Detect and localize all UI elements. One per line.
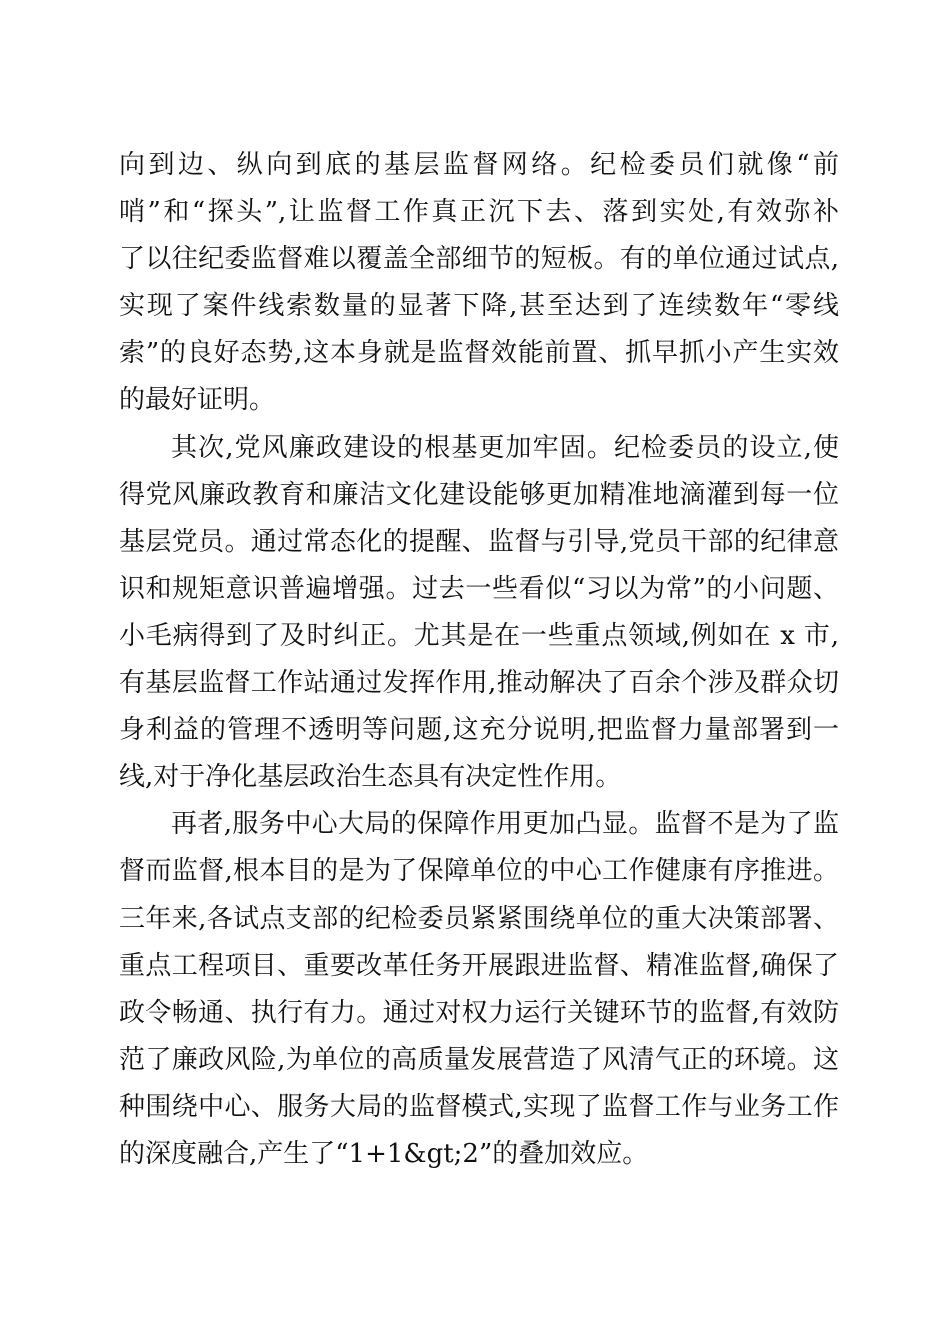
- body-text: [119, 142, 839, 1178]
- paragraph-first-line: 其次,党风廉政建设的根基更加牢固。纪检委员的设立,使: [171, 432, 839, 463]
- text-line: 哨”和“探头”,让监督工作真正沉下去、落到实处,有效弥补: [119, 197, 839, 228]
- text-line: 索”的良好态势,这本身就是监督效能前置、抓早抓小产生实效: [119, 338, 839, 369]
- text-line: 三年来,各试点支部的纪检委员紧紧围绕单位的重大决策部署、: [119, 903, 839, 934]
- text-line: 基层党员。通过常态化的提醒、监督与引导,党员干部的纪律意: [119, 526, 839, 557]
- text-line: 得党风廉政教育和廉洁文化建设能够更加精准地滴灌到每一位: [119, 479, 839, 510]
- text-line: 实现了案件线索数量的显著下降,甚至达到了连续数年“零线: [119, 291, 839, 322]
- text-line: 线,对于净化基层政治生态具有决定性作用。: [119, 762, 622, 793]
- text-line: 有基层监督工作站通过发挥作用,推动解决了百余个涉及群众切: [119, 668, 839, 699]
- text-line: 识和规矩意识普遍增强。过去一些看似“习以为常”的小问题、: [119, 573, 839, 604]
- text-line: 重点工程项目、重要改革任务开展跟进监督、精准监督,确保了: [119, 950, 839, 981]
- text-line: 的深度融合,产生了“1+1&gt;2”的叠加效应。: [119, 1138, 649, 1169]
- text-line: 的最好证明。: [119, 385, 276, 416]
- text-line: 范了廉政风险,为单位的高质量发展营造了风清气正的环境。这: [119, 1044, 839, 1075]
- paragraph-first-line: 再者,服务中心大局的保障作用更加凸显。监督不是为了监: [171, 809, 839, 840]
- text-line: 小毛病得到了及时纠正。尤其是在一些重点领域,例如在 x 市,: [119, 620, 839, 651]
- text-line: 向到边、纵向到底的基层监督网络。纪检委员们就像“前: [119, 150, 839, 180]
- text-line: 政令畅通、执行有力。通过对权力运行关键环节的监督,有效防: [119, 997, 839, 1028]
- text-line: 督而监督,根本目的是为了保障单位的中心工作健康有序推进。: [119, 856, 839, 887]
- text-line: 了以往纪委监督难以覆盖全部细节的短板。有的单位通过试点,: [119, 244, 839, 275]
- text-line: 身利益的管理不透明等问题,这充分说明,把监督力量部署到一: [119, 715, 839, 746]
- text-line: 种围绕中心、服务大局的监督模式,实现了监督工作与业务工作: [119, 1091, 839, 1122]
